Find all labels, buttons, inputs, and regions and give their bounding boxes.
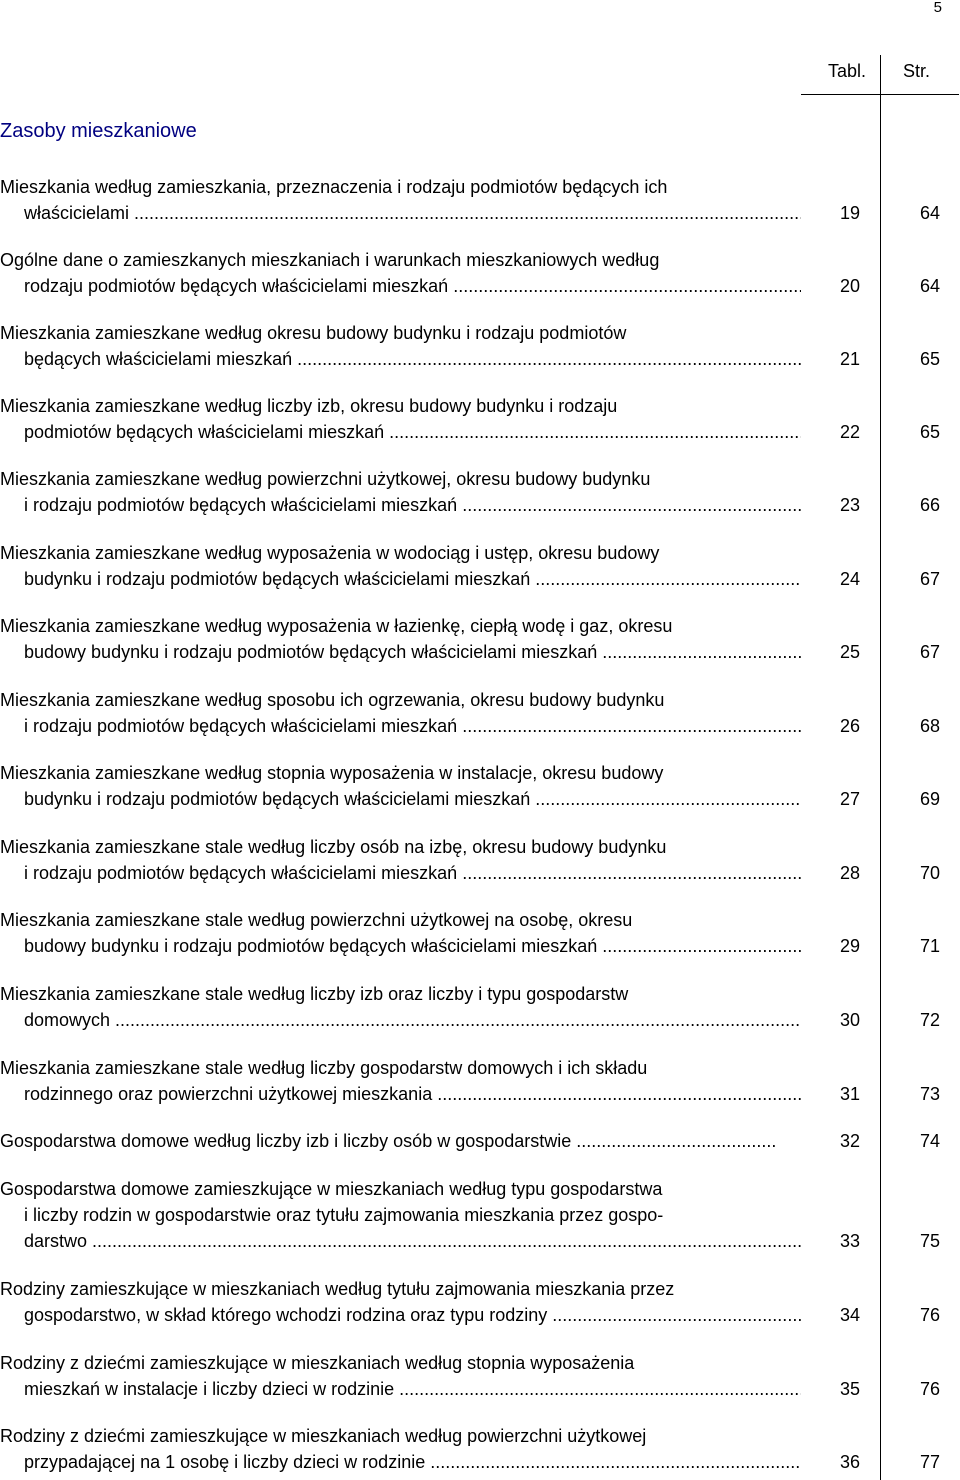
- toc-entry-text: Gospodarstwa domowe zamieszkujące w mieszkaniach według typu gospodarstwa: [0, 1179, 663, 1199]
- page-ref: 76: [919, 1379, 940, 1399]
- toc-entry-text: budowy budynku i rodzaju podmiotów będących właścicielami mieszkań .....: [24, 639, 801, 665]
- table-number: 33: [839, 1231, 860, 1251]
- page-ref: 69: [919, 789, 940, 809]
- table-number: 23: [839, 495, 860, 515]
- toc-entry-text: mieszkań w instalacje i liczby dzieci w rodzinie .....: [24, 1376, 801, 1402]
- table-number: 27: [839, 789, 860, 809]
- toc-entry-text: podmiotów będących właścicielami mieszkań .....: [24, 419, 801, 445]
- column-divider: [880, 55, 881, 1480]
- header-rule: [801, 94, 959, 95]
- toc-entry-text: Mieszkania według zamieszkania, przeznaczenia i rodzaju podmiotów będących ich: [0, 177, 668, 197]
- toc-entry-text: Rodziny z dziećmi zamieszkujące w mieszkaniach według stopnia wyposażenia: [0, 1353, 635, 1373]
- table-number: 34: [839, 1305, 860, 1325]
- toc-entry-text: przypadającej na 1 osobę i liczby dzieci w rodzinie .....: [24, 1449, 801, 1475]
- toc-entry-text: Mieszkania zamieszkane stale według liczby gospodarstw domowych i ich składu: [0, 1058, 648, 1078]
- toc-entry-text: Mieszkania zamieszkane według wyposażenia w wodociąg i ustęp, okresu budowy: [0, 543, 660, 563]
- toc-entry-text: będących właścicielami mieszkań .....: [24, 346, 801, 372]
- toc-entry-text: Gospodarstwa domowe według liczby izb i liczby osób w gospodarstwie .....: [0, 1128, 776, 1154]
- page-ref: 76: [919, 1305, 940, 1325]
- toc-entry-text: rodzinnego oraz powierzchni użytkowej mieszkania .....: [24, 1081, 801, 1107]
- toc-entry-text: Mieszkania zamieszkane według stopnia wyposażenia w instalacje, okresu budowy: [0, 763, 664, 783]
- toc-entry-text: Rodziny zamieszkujące w mieszkaniach według tytułu zajmowania mieszkania przez: [0, 1279, 675, 1299]
- page-ref: 64: [919, 276, 940, 296]
- page-ref: 74: [919, 1131, 940, 1151]
- table-number: 21: [839, 349, 860, 369]
- toc-entry-text: darstwo .....: [24, 1228, 801, 1254]
- table-number: 35: [839, 1379, 860, 1399]
- table-number: 22: [839, 422, 860, 442]
- toc-entry-text: budowy budynku i rodzaju podmiotów będących właścicielami mieszkań .....: [24, 933, 801, 959]
- toc-entry-text: i liczby rodzin w gospodarstwie oraz tytułu zajmowania mieszkania przez gospo-: [24, 1205, 664, 1225]
- toc-entry-text: Mieszkania zamieszkane według liczby izb, okresu budowy budynku i rodzaju: [0, 396, 618, 416]
- toc-entry-text: Mieszkania zamieszkane według wyposażenia w łazienkę, ciepłą wodę i gaz, okresu: [0, 616, 673, 636]
- page-ref: 67: [919, 569, 940, 589]
- toc-entry-text: właścicielami .....: [24, 200, 801, 226]
- toc-entry-text: Rodziny z dziećmi zamieszkujące w mieszkaniach według powierzchni użytkowej: [0, 1426, 647, 1446]
- toc-entry-text: Mieszkania zamieszkane stale według liczby izb oraz liczby i typu gospodarstw: [0, 984, 629, 1004]
- table-number: 24: [839, 569, 860, 589]
- page-ref: 64: [919, 203, 940, 223]
- table-number: 31: [839, 1084, 860, 1104]
- page-ref: 65: [919, 349, 940, 369]
- toc-entry-text: Ogólne dane o zamieszkanych mieszkaniach i warunkach mieszkaniowych według: [0, 250, 660, 270]
- toc-entry-text: Mieszkania zamieszkane według okresu budowy budynku i rodzaju podmiotów: [0, 323, 627, 343]
- toc-entry-text: Mieszkania zamieszkane stale według liczby osób na izbę, okresu budowy budynku: [0, 837, 667, 857]
- page-ref: 71: [919, 936, 940, 956]
- toc-entry-text: domowych .....: [24, 1007, 801, 1033]
- toc-entry-text: budynku i rodzaju podmiotów będących właścicielami mieszkań .....: [24, 786, 801, 812]
- toc-entry-text: rodzaju podmiotów będących właścicielami mieszkań .....: [24, 273, 801, 299]
- table-number: 26: [839, 716, 860, 736]
- toc-entry-text: Mieszkania zamieszkane stale według powierzchni użytkowej na osobę, okresu: [0, 910, 633, 930]
- page-ref: 68: [919, 716, 940, 736]
- table-number: 36: [839, 1452, 860, 1472]
- page-ref: 75: [919, 1231, 940, 1251]
- page-ref: 70: [919, 863, 940, 883]
- toc-entry-text: i rodzaju podmiotów będących właścicielami mieszkań .....: [24, 713, 801, 739]
- section-title: Zasoby mieszkaniowe: [0, 120, 197, 142]
- toc-entry-text: gospodarstwo, w skład którego wchodzi rodzina oraz typu rodziny .....: [24, 1302, 801, 1328]
- toc-entry-text: budynku i rodzaju podmiotów będących właścicielami mieszkań .....: [24, 566, 801, 592]
- table-number: 28: [839, 863, 860, 883]
- page-ref: 72: [919, 1010, 940, 1030]
- page-ref: 66: [919, 495, 940, 515]
- toc-entry-text: Mieszkania zamieszkane według sposobu ich ogrzewania, okresu budowy budynku: [0, 690, 665, 710]
- toc-entry-text: i rodzaju podmiotów będących właścicielami mieszkań .....: [24, 860, 801, 886]
- table-number: 30: [839, 1010, 860, 1030]
- table-number: 25: [839, 642, 860, 662]
- page-column-header: Str.: [903, 61, 931, 81]
- table-number: 29: [839, 936, 860, 956]
- toc-entry-text: i rodzaju podmiotów będących właścicielami mieszkań .....: [24, 492, 801, 518]
- table-column-header: Tabl.: [828, 61, 867, 81]
- page-ref: 65: [919, 422, 940, 442]
- page-number: 5: [933, 0, 942, 16]
- table-number: 32: [839, 1131, 860, 1151]
- toc-entry-text: Mieszkania zamieszkane według powierzchni użytkowej, okresu budowy budynku: [0, 469, 651, 489]
- page-ref: 73: [919, 1084, 940, 1104]
- page-ref: 77: [919, 1452, 940, 1472]
- table-number: 19: [839, 203, 860, 223]
- page-ref: 67: [919, 642, 940, 662]
- table-number: 20: [839, 276, 860, 296]
